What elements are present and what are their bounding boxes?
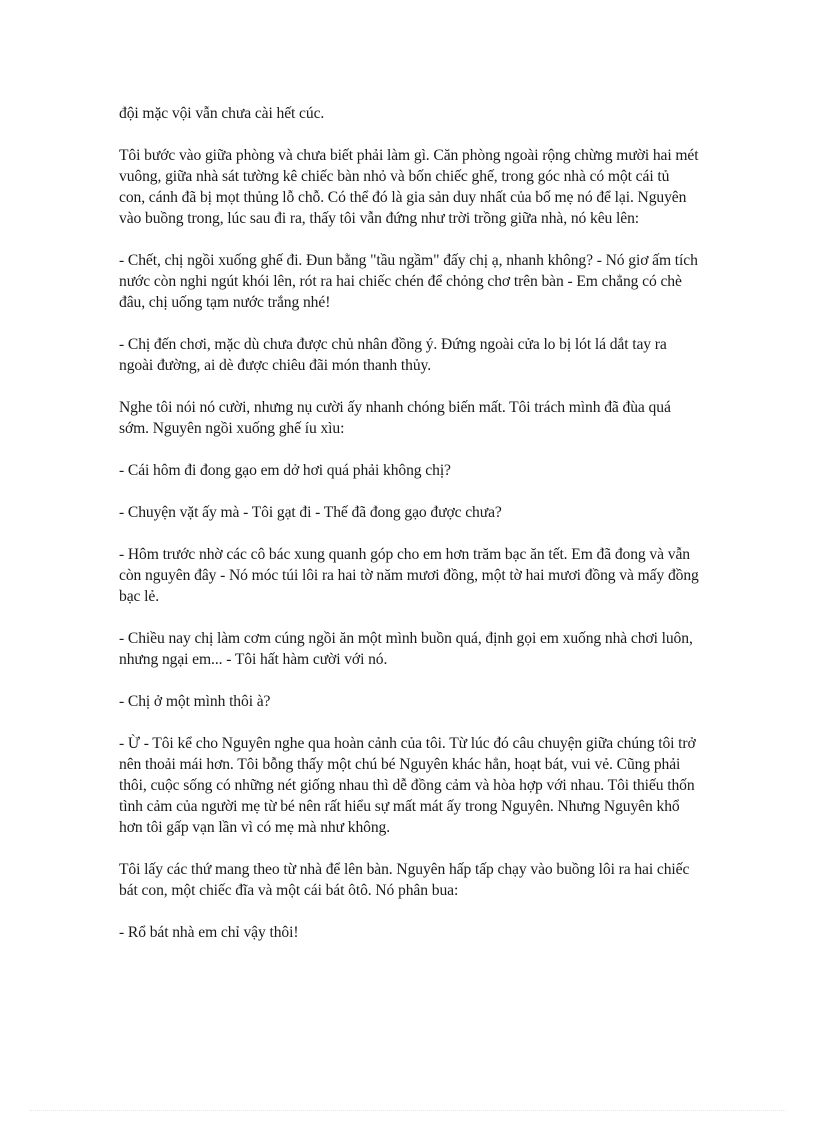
paragraph-13: - Rổ bát nhà em chỉ vậy thôi!	[119, 924, 299, 941]
body-text	[119, 103, 699, 964]
paragraph-12: Tôi lấy các thứ mang theo từ nhà để lên bàn. Nguyên hấp tấp chạy vào buồng lôi ra hai chiếc bát con, một chiếc đĩa và một cái bát ôtô. Nó phân bua:	[119, 861, 690, 899]
paragraph-3: - Chết, chị ngồi xuống ghế đi. Đun bằng "tầu ngầm" đấy chị ạ, nhanh không? - Nó giơ ấm tích nước còn nghi ngút khói lên, rót ra hai chiếc chén để chỏng chơ trên bàn - Em chẳng có chè đâu, chị uống tạm nước trắng nhé!	[119, 252, 698, 311]
paragraph-5: Nghe tôi nói nó cười, nhưng nụ cười ấy nhanh chóng biến mất. Tôi trách mình đã đùa quá sớm. Nguyên ngồi xuống ghế íu xìu:	[119, 399, 671, 437]
paragraph-8: - Hôm trước nhờ các cô bác xung quanh góp cho em hơn trăm bạc ăn tết. Em đã đong và vẫn còn nguyên đây - Nó móc túi lôi ra hai tờ năm mươi đồng, một tờ hai mươi đồng và mấy đồng bạc lẻ.	[119, 546, 699, 605]
page-bottom-divider	[30, 1110, 786, 1111]
paragraph-1: đội mặc vội vẫn chưa cài hết cúc.	[119, 105, 325, 122]
paragraph-11: - Ừ - Tôi kể cho Nguyên nghe qua hoàn cảnh của tôi. Từ lúc đó câu chuyện giữa chúng tôi trở nên thoải mái hơn. Tôi bỗng thấy một chú bé Nguyên khác hẳn, hoạt bát, vui vẻ. Cũng phải thôi, cuộc sống có những nét giống nhau thì dễ đồng cảm và hòa hợp với nhau. Tôi thiếu thốn tình cảm của người mẹ từ bé nên rất hiểu sự mất mát ấy trong Nguyên. Nhưng Nguyên khổ hơn tôi gấp vạn lần vì có mẹ mà như không.	[119, 735, 696, 836]
paragraph-2: Tôi bước vào giữa phòng và chưa biết phải làm gì. Căn phòng ngoài rộng chừng mười hai mét vuông, giữa nhà sát tường kê chiếc bàn nhỏ và bốn chiếc ghế, trong góc nhà có một cái tủ con, cánh đã bị mọt thủng lỗ chỗ. Có thể đó là gia sản duy nhất của bố mẹ nó để lại. Nguyên vào buồng trong, lúc sau đi ra, thấy tôi vẫn đứng như trời trồng giữa nhà, nó kêu lên:	[119, 147, 699, 227]
paragraph-4: - Chị đến chơi, mặc dù chưa được chủ nhân đồng ý. Đứng ngoài cửa lo bị lót lá dắt tay ra ngoài đường, ai dè được chiêu đãi món thanh thủy.	[119, 336, 667, 374]
paragraph-6: - Cái hôm đi đong gạo em dở hơi quá phải không chị?	[119, 462, 451, 479]
paragraph-7: - Chuyện vặt ấy mà - Tôi gạt đi - Thế đã đong gạo được chưa?	[119, 504, 502, 521]
paragraph-10: - Chị ở một mình thôi à?	[119, 693, 271, 710]
paragraph-9: - Chiều nay chị làm cơm cúng ngồi ăn một mình buồn quá, định gọi em xuống nhà chơi luôn, nhưng ngại em... - Tôi hất hàm cười với nó.	[119, 630, 693, 668]
